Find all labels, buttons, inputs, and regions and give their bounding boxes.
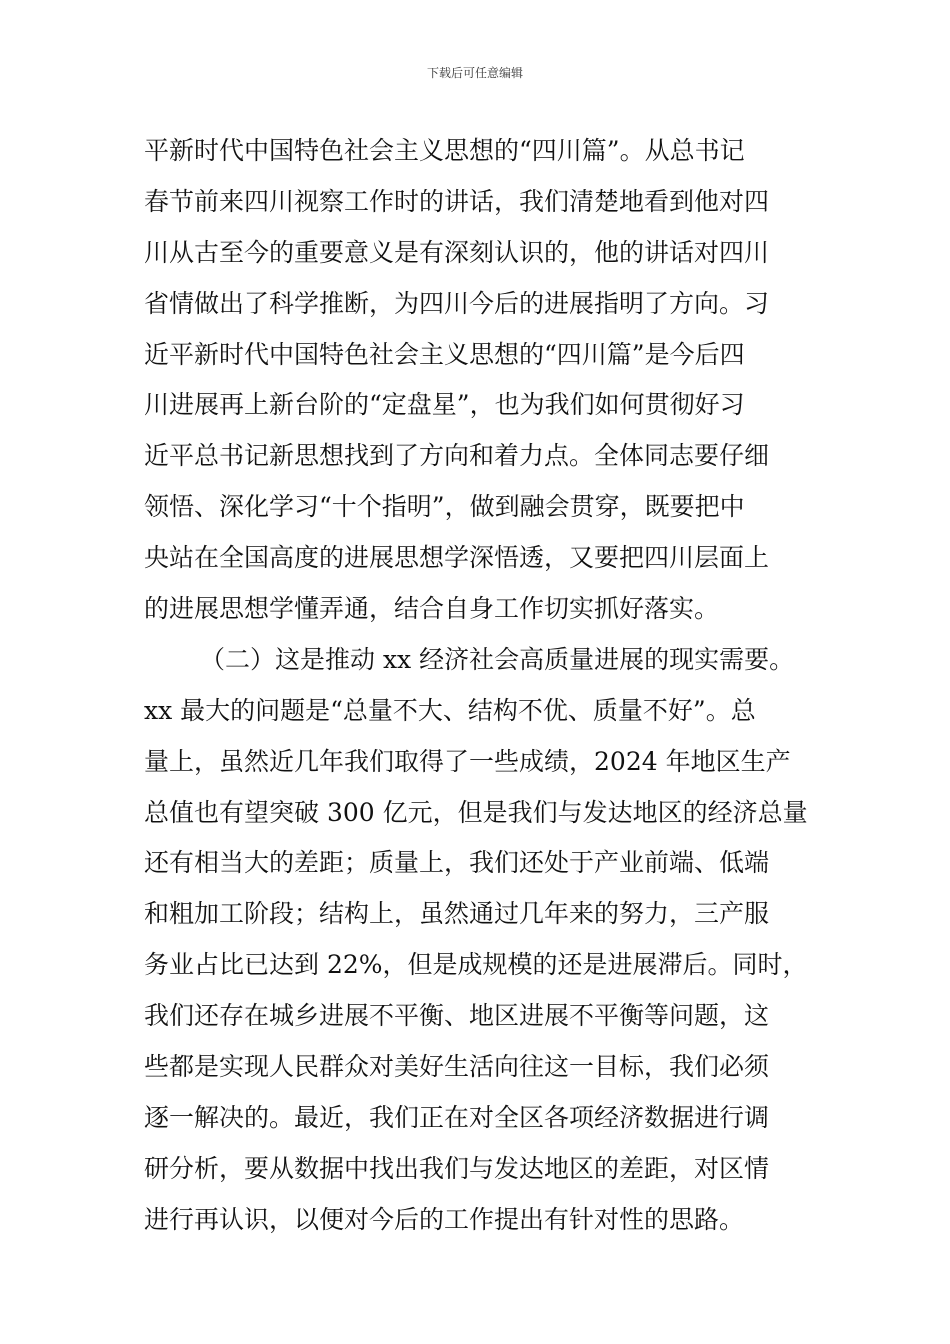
- paragraph-2: [144, 635, 824, 1246]
- text-line: 务业占比已达到 22%，但是成规模的还是进展滞后。同时，: [144, 950, 808, 980]
- text-line: 量上，虽然近几年我们取得了一些成绩，2024 年地区生产: [144, 746, 791, 776]
- page-header: 下载后可任意编辑: [426, 66, 523, 80]
- text-line: 省情做出了科学推断，为四川今后的进展指明了方向。习: [144, 288, 770, 318]
- text-line: 央站在全国高度的进展思想学深悟透，又要把四川层面上: [144, 543, 770, 573]
- text-line: 总值也有望突破 300 亿元，但是我们与发达地区的经济总量: [144, 797, 808, 827]
- text-line: 近平总书记新思想找到了方向和着力点。全体同志要仔细: [144, 441, 770, 471]
- text-line: 逐一解决的。最近，我们正在对全区各项经济数据进行调: [144, 1102, 770, 1132]
- text-line: 研分析，要从数据中找出我们与发达地区的差距，对区情: [144, 1153, 770, 1183]
- text-line: 还有相当大的差距；质量上，我们还处于产业前端、低端: [144, 848, 770, 878]
- text-line: 平新时代中国特色社会主义思想的“四川篇”。从总书记: [144, 136, 745, 165]
- text-line: 春节前来四川视察工作时的讲话，我们清楚地看到他对四: [144, 186, 770, 216]
- text-line: （二）这是推动 xx 经济社会高质量进展的现实需要。: [200, 644, 795, 674]
- text-line: xx 最大的问题是“总量不大、结构不优、质量不好”。总: [144, 695, 756, 725]
- text-line: 进行再认识，以便对今后的工作提出有针对性的思路。: [144, 1204, 745, 1234]
- paragraph-1: [144, 126, 824, 635]
- text-line: 川从古至今的重要意义是有深刻认识的，他的讲话对四川: [144, 237, 770, 267]
- text-line: 川进展再上新台阶的“定盘星”，也为我们如何贯彻好习: [144, 390, 745, 420]
- text-line: 和粗加工阶段；结构上，虽然通过几年来的努力，三产服: [144, 899, 770, 929]
- text-line: 的进展思想学懂弄通，结合自身工作切实抓好落实。: [144, 594, 720, 624]
- document-body: [144, 126, 824, 1246]
- text-line: 领悟、深化学习“十个指明”，做到融会贯穿，既要把中: [144, 492, 745, 522]
- text-line: 近平新时代中国特色社会主义思想的“四川篇”是今后四: [144, 339, 745, 369]
- text-line: 些都是实现人民群众对美好生活向往这一目标，我们必须: [144, 1052, 770, 1082]
- text-line: 我们还存在城乡进展不平衡、地区进展不平衡等问题，这: [144, 1001, 770, 1031]
